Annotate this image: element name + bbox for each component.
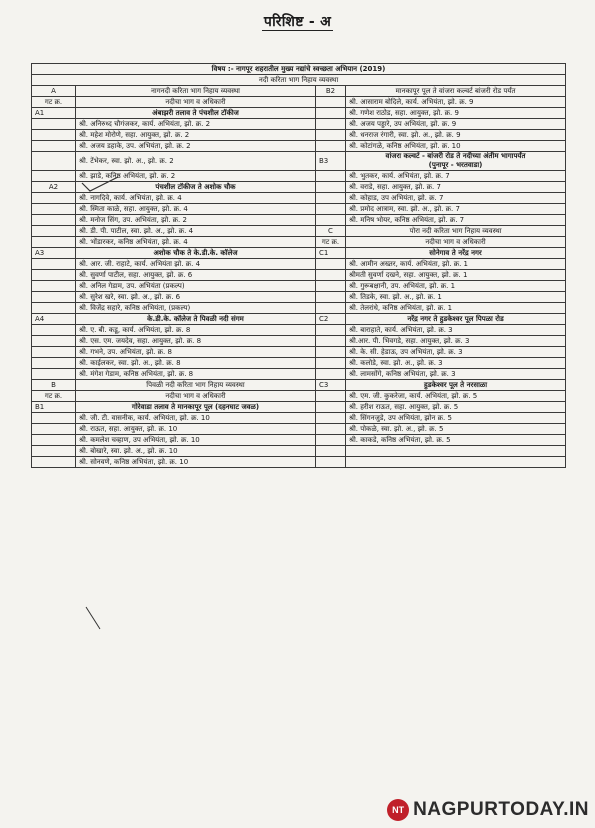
- officer-cell: श्री. एस. एम. जयदेव, सहा. आयुक्त, झो. क्र. 8: [76, 336, 316, 347]
- officer-cell: श्री. झाडे, कनिष्ठ अभियंता, झो. क्र. 2: [76, 171, 316, 182]
- segment-heading: वांजरा कल्वर्ट - बांजरी रोड ते नदीच्या अंतीम भागापर्यंत (पुनापूर - भरतवाडा): [346, 152, 566, 171]
- segment-heading: के.डी.के. कॉलेज ते पिवळी नदी संगम: [76, 314, 316, 325]
- officer-cell: श्री. पोकळे, स्वा. झो. अ., झो. क्र. 5: [346, 424, 566, 435]
- officer-cell: श्री. अनिल गेडाम, उप. अभियंता (प्रकल्प): [76, 281, 316, 292]
- column-header: गट क्र.: [32, 391, 76, 402]
- group-code: A4: [32, 314, 76, 325]
- checkmark-icon: [80, 175, 120, 195]
- column-header: गट क्र.: [32, 97, 76, 108]
- nt-logo-icon: NT: [387, 799, 409, 821]
- officer-cell: श्री. सोनवणे, कनिष्ठ अभियंता, झो. क्र. 10: [76, 457, 316, 468]
- officer-cell: श्री. लामसोंगे, कनिष्ठ अभियंता, झो. क्र. 3: [346, 369, 566, 380]
- group-code: C3: [316, 380, 346, 391]
- officer-cell: श्री. जी. टी. वासनीक, कार्य. अभियंता, झो. क्र. 10: [76, 413, 316, 424]
- officer-cell: श्री. काकडे, कनिष्ठ अभियंता, झो. क्र. 5: [346, 435, 566, 446]
- officer-cell: श्रीमती सुवर्णा दखने, सहा. आयुक्त, झो. क्र. 1: [346, 270, 566, 281]
- officer-cell: श्री. हरीश राऊत, सहा. आयुक्त, झो. क्र. 5: [346, 402, 566, 413]
- officer-cell: श्री. सुरेश खरे, स्वा. झो. अ., झो. क्र. 6: [76, 292, 316, 303]
- column-header: नदीचा भाग व अधिकारी: [76, 391, 316, 402]
- officer-cell: श्री. महेश मोरोणे, सहा. आयुक्त, झो. क्र. 2: [76, 130, 316, 141]
- officer-cell: श्री. मंगेश गेडाम, कनिष्ठ अभियंता, झो. क्र. 8: [76, 369, 316, 380]
- officer-cell: श्री. डी. पी. पाटील, स्वा. झो. अ., झो. क्र. 4: [76, 226, 316, 237]
- officer-cell: श्री. के. सी. हेडाऊ, उप अभियंता, झो. क्र. 3: [346, 347, 566, 358]
- segment-heading: सोनेगाव ते नरेंद्र नगर: [346, 248, 566, 259]
- segment-heading: हुडकेश्वर पूल ते नरसाळा: [346, 380, 566, 391]
- officer-cell: श्री. तिडके, स्वा. झो. अ., झो. क्र. 1: [346, 292, 566, 303]
- group-code: A: [32, 86, 76, 97]
- group-code: B: [32, 380, 76, 391]
- officer-cell: श्री. टेंभेकर, स्वा. झो. अ., झो. क्र. 2: [76, 152, 316, 171]
- appendix-title: परिशिष्ट - अ: [263, 14, 332, 30]
- river-cleaning-table: [31, 63, 566, 468]
- officer-cell: श्री. गुरूबक्षानी, उप. अभियंता, झो. क्र. 1: [346, 281, 566, 292]
- officer-cell: श्री. मनोज सिंग, उप. अभियंता, झो. क्र. 2: [76, 215, 316, 226]
- segment-heading: अशोक चौक ते के.डी.के. कॉलेज: [76, 248, 316, 259]
- officer-cell: श्री. आमीन अख्तर, कार्य. अभियंता, झो. क्र. 1: [346, 259, 566, 270]
- officer-cell: श्री. बाराहाते, कार्य. अभियंता, झो. क्र. 3: [346, 325, 566, 336]
- group-code: C1: [316, 248, 346, 259]
- segment-heading: अंबाझरी तलाव ते पंचशील टॉकीज: [76, 108, 316, 119]
- officer-cell: श्री. नागदिवे, कार्य. अभियंता, झो. क्र. 4: [76, 193, 316, 204]
- officer-cell: श्री. वराडे, सहा. आयुक्त, झो. क्र. 7: [346, 182, 566, 193]
- officer-cell: श्री. एम. जी. कुकरेजा, कार्य. अभियंता, झो. क्र. 5: [346, 391, 566, 402]
- officer-cell: श्री. ए. बी. कडू, कार्य. अभियंता, झो. क्र. 8: [76, 325, 316, 336]
- officer-cell: श्री. राऊत, सहा. आयुक्त, झो. क्र. 10: [76, 424, 316, 435]
- officer-cell: श्री. काईलकर, स्वा. झो. अ., झो. क्र. 8: [76, 358, 316, 369]
- officer-cell: श्री. कोहाड, उप अभियंता, झो. क्र. 7: [346, 193, 566, 204]
- segment-heading: गोरेवाडा तलाव ते मानकापूर पूल (दहनघाट जवळ): [76, 402, 316, 413]
- officer-cell: श्री. प्रमोद आत्राम, स्वा. झो. अ., झो. क्र. 7: [346, 204, 566, 215]
- officer-cell: श्री. तेलरांधे, कनिष्ठ अभियंता, झो. क्र. 1: [346, 303, 566, 314]
- group-code: B3: [316, 152, 346, 171]
- segment-heading: पंचशील टॉकीज ते अशोक चौक: [76, 182, 316, 193]
- site-name: NAGPURTODAY.IN: [413, 799, 589, 820]
- officer-cell: श्री. कलोडे, स्वा. झो. अ., झो. क्र. 3: [346, 358, 566, 369]
- officer-cell: श्री. गणेश राठोड, सहा. आयुक्त, झो. क्र. 9: [346, 108, 566, 119]
- section-heading: मानकापूर पूल ते वांजरा कल्वर्ट बांजरी रोड पर्यंत: [346, 86, 566, 97]
- officer-cell: श्री. भुतकर, कार्य. अभियंता, झो. क्र. 7: [346, 171, 566, 182]
- column-header: नदीचा भाग व अधिकारी: [76, 97, 316, 108]
- officer-cell: श्री. सिंगनजुडे, उप अभियंता, झोन क्र. 5: [346, 413, 566, 424]
- officer-cell: श्री. सुवर्णा पाटील, सहा. आयुक्त, झो. क्र. 6: [76, 270, 316, 281]
- officer-cell: श्री. धनराज रंगारी, स्वा. झो. अ., झो. क्र. 9: [346, 130, 566, 141]
- section-title: नदी करिता भाग निहाय व्यवस्था: [32, 75, 566, 86]
- section-heading: नागनदी करिता भाग निहाय व्यवस्था: [76, 86, 316, 97]
- officer-cell: श्री. आर. जी. राहाटे, कार्य. अभियंता झो. क्र. 4: [76, 259, 316, 270]
- section-heading: पिवळी नदी करिता भाग निहाय व्यवस्था: [76, 380, 316, 391]
- officer-cell: श्री. भोंडारकर, कनिष्ठ अभियंता, झो. क्र. 4: [76, 237, 316, 248]
- officer-cell: श्री. अनिरुध्द चौगंजकर, कार्य. अभियंता, झो. क्र. 2: [76, 119, 316, 130]
- watermark-logo: [387, 799, 589, 821]
- officer-cell: श्री. स्मिता काळे, सहा. आयुक्त, झो. क्र. 4: [76, 204, 316, 215]
- officer-cell: श्री. बोखारे, स्वा. झो. अ., झो. क्र. 10: [76, 446, 316, 457]
- column-header: गट क्र.: [316, 237, 346, 248]
- officer-cell: श्री. आसाराम बोदिले, कार्य. अभियंता, झो. क्र. 9: [346, 97, 566, 108]
- group-code: C: [316, 226, 346, 237]
- group-code: A2: [32, 182, 76, 193]
- group-code: B2: [316, 86, 346, 97]
- officer-cell: श्री. मनिष भोयर, कनिष्ठ अभियंता, झो. क्र. 7: [346, 215, 566, 226]
- group-code: A3: [32, 248, 76, 259]
- group-code: B1: [32, 402, 76, 413]
- officer-cell: श्री. कमलेश चव्हाण, उप अभियंता, झो. क्र. 10: [76, 435, 316, 446]
- group-code: C2: [316, 314, 346, 325]
- pen-mark-icon: [84, 603, 114, 633]
- officer-cell: श्री. गभने, उप. अभियंता, झो. क्र. 8: [76, 347, 316, 358]
- officer-cell: श्री. कोटांगळे, कनिष्ठ अभियंता, झो. क्र. 10: [346, 141, 566, 152]
- column-header: नदीचा भाग व अधिकारी: [346, 237, 566, 248]
- group-code: A1: [32, 108, 76, 119]
- officer-cell: श्री. विजेंद्र सहारे, कनिष्ठ अभियंता, (प्रकल्प): [76, 303, 316, 314]
- subject-line: विषय :- नागपूर शहरातील मुख्य नद्यांचे स्वच्छता अभियान (2019): [32, 64, 566, 75]
- section-heading: पोरा नदी करिता भाग निहाय व्यवस्था: [346, 226, 566, 237]
- officer-cell: श्री. अजय डहाके, उप. अभियंता, झो. क्र. 2: [76, 141, 316, 152]
- officer-cell: श्री. अजय पड्डारे, उप अभियंता, झो. क्र. 9: [346, 119, 566, 130]
- officer-cell: श्री.आर. पी. भिवगडे, सहा. आयुक्त, झो. क्र. 3: [346, 336, 566, 347]
- segment-heading: नरेंद्र नगर ते हुडकेश्वर पूल पिपळा रोड: [346, 314, 566, 325]
